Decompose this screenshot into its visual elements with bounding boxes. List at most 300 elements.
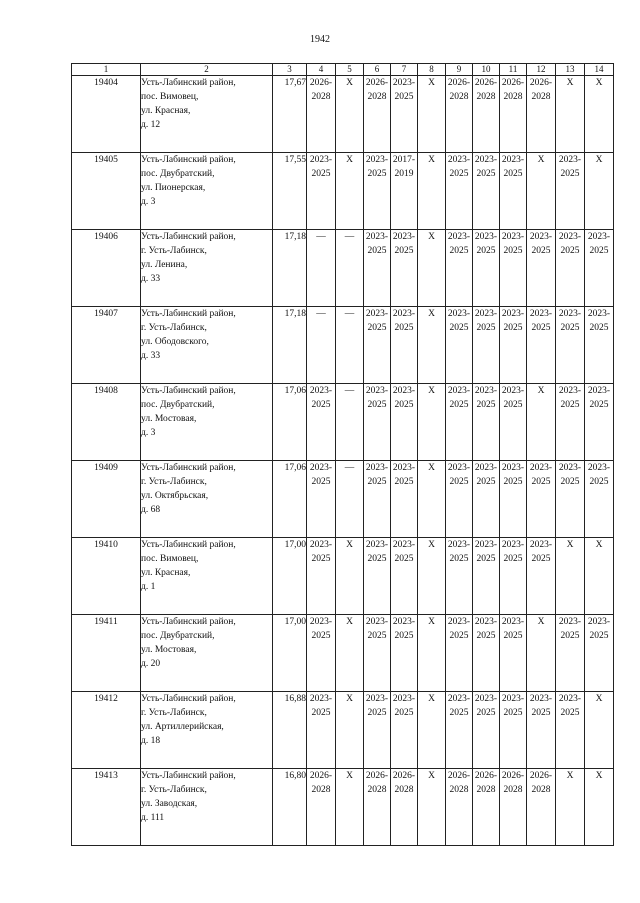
period-cell xyxy=(418,307,446,384)
period-text: — xyxy=(316,232,326,242)
col-header: 11 xyxy=(500,64,527,76)
period-text: 2023- xyxy=(392,386,416,396)
period-text: 2025 xyxy=(367,554,387,564)
period-text: 2025 xyxy=(589,477,609,487)
period-cell xyxy=(336,230,364,307)
area-cell: 16,80 xyxy=(273,769,307,846)
period-text: 2023- xyxy=(309,386,333,396)
period-cell xyxy=(446,615,473,692)
table-row xyxy=(72,692,614,769)
period-text: 2023- xyxy=(309,463,333,473)
period-cell xyxy=(364,461,391,538)
period-cell xyxy=(527,230,556,307)
table-row xyxy=(72,307,614,384)
address-line: д. 3 xyxy=(141,428,156,438)
period-cell xyxy=(527,692,556,769)
period-text: 2023- xyxy=(447,155,471,165)
table-row xyxy=(72,461,614,538)
period-text: 2025 xyxy=(560,246,580,256)
area-cell: 17,67 xyxy=(273,76,307,153)
period-cell xyxy=(527,76,556,153)
period-text: 2025 xyxy=(449,631,469,641)
period-text: X xyxy=(428,386,435,396)
period-cell xyxy=(364,538,391,615)
period-text: 2019 xyxy=(394,169,414,179)
period-text: 2023- xyxy=(447,309,471,319)
address-line: Усть-Лабинский район, xyxy=(141,78,236,88)
period-text: 2028 xyxy=(367,785,387,795)
period-cell xyxy=(473,76,500,153)
period-cell xyxy=(391,769,418,846)
period-text: 2023- xyxy=(558,386,582,396)
period-text: 2025 xyxy=(531,708,551,718)
period-text: 2026- xyxy=(309,78,333,88)
period-cell xyxy=(585,461,614,538)
period-text: X xyxy=(595,78,603,88)
period-text: 2017- xyxy=(392,155,416,165)
row-number: 19409 xyxy=(72,461,141,538)
period-cell xyxy=(556,461,585,538)
period-text: 2023- xyxy=(558,155,582,165)
period-text: 2023- xyxy=(558,617,582,627)
period-text: X xyxy=(595,540,603,550)
period-text: 2025 xyxy=(449,554,469,564)
period-cell xyxy=(391,615,418,692)
row-number: 19413 xyxy=(72,769,141,846)
address-line: пос. Вимовец, xyxy=(141,92,199,102)
address-line: пос. Двубратский, xyxy=(141,631,215,641)
address-line: ул. Октябрьская, xyxy=(141,491,209,501)
col-header: 1 xyxy=(72,64,141,76)
period-text: 2026- xyxy=(529,78,553,88)
period-text: 2025 xyxy=(476,400,496,410)
period-cell xyxy=(418,461,446,538)
period-cell xyxy=(500,153,527,230)
period-cell xyxy=(307,230,336,307)
col-header: 13 xyxy=(556,64,585,76)
period-text: 2023- xyxy=(365,309,389,319)
col-header: 12 xyxy=(527,64,556,76)
period-text: 2025 xyxy=(367,477,387,487)
period-cell xyxy=(446,230,473,307)
housing-registry-table xyxy=(71,63,614,846)
address-line: Усть-Лабинский район, xyxy=(141,309,236,319)
period-text: — xyxy=(344,386,355,396)
address-line: д. 12 xyxy=(141,120,161,130)
period-cell xyxy=(556,769,585,846)
address-cell xyxy=(141,538,273,615)
period-text: 2025 xyxy=(560,631,580,641)
period-text: 2026- xyxy=(365,78,389,88)
period-cell xyxy=(336,384,364,461)
period-cell xyxy=(556,538,585,615)
address-line: г. Усть-Лабинск, xyxy=(141,785,207,795)
period-text: 2023- xyxy=(501,694,525,704)
period-cell xyxy=(473,615,500,692)
address-line: д. 20 xyxy=(141,659,161,669)
period-text: 2028 xyxy=(449,92,469,102)
period-text: 2023- xyxy=(392,232,416,242)
address-line: д. 18 xyxy=(141,736,161,746)
period-cell xyxy=(364,615,391,692)
period-text: 2023- xyxy=(392,78,416,88)
period-cell xyxy=(307,461,336,538)
period-text: X xyxy=(428,78,435,88)
address-line: г. Усть-Лабинск, xyxy=(141,323,207,333)
period-cell xyxy=(473,230,500,307)
period-cell xyxy=(527,307,556,384)
period-text: 2028 xyxy=(311,785,331,795)
period-text: 2028 xyxy=(476,92,496,102)
period-cell xyxy=(391,461,418,538)
period-text: 2026- xyxy=(474,771,498,781)
period-text: 2025 xyxy=(560,323,580,333)
period-cell xyxy=(500,76,527,153)
address-cell xyxy=(141,692,273,769)
period-text: 2026- xyxy=(529,771,553,781)
period-text: 2025 xyxy=(589,631,609,641)
row-number: 19408 xyxy=(72,384,141,461)
period-text: 2025 xyxy=(589,246,609,256)
table-row xyxy=(72,769,614,846)
period-cell xyxy=(364,153,391,230)
period-text: 2023- xyxy=(365,540,389,550)
period-cell xyxy=(473,384,500,461)
period-text: 2023- xyxy=(587,463,611,473)
period-text: 2025 xyxy=(449,477,469,487)
period-text: X xyxy=(428,463,435,473)
period-cell xyxy=(556,230,585,307)
col-header: 6 xyxy=(364,64,391,76)
period-cell xyxy=(307,384,336,461)
area-cell: 17,00 xyxy=(273,615,307,692)
period-cell xyxy=(446,307,473,384)
period-text: 2028 xyxy=(394,785,414,795)
period-text: 2025 xyxy=(560,169,580,179)
period-text: X xyxy=(428,309,435,319)
period-cell xyxy=(446,461,473,538)
period-text: 2023- xyxy=(587,309,611,319)
period-cell xyxy=(364,692,391,769)
address-line: пос. Двубратский, xyxy=(141,169,215,179)
period-text: 2023- xyxy=(529,463,553,473)
period-text: 2023- xyxy=(392,540,416,550)
period-text: 2023- xyxy=(558,232,582,242)
period-text: 2023- xyxy=(558,694,582,704)
period-text: 2026- xyxy=(501,78,525,88)
period-cell xyxy=(307,153,336,230)
period-cell xyxy=(473,461,500,538)
period-text: 2025 xyxy=(394,554,414,564)
col-header: 14 xyxy=(585,64,614,76)
period-text: 2025 xyxy=(503,631,523,641)
period-text: X xyxy=(346,155,353,165)
period-text: X xyxy=(346,771,353,781)
address-line: д. 111 xyxy=(141,813,165,823)
area-cell: 17,06 xyxy=(273,384,307,461)
period-text: 2023- xyxy=(392,694,416,704)
period-cell xyxy=(336,307,364,384)
period-cell xyxy=(446,384,473,461)
period-text: 2025 xyxy=(560,708,580,718)
period-cell xyxy=(364,230,391,307)
period-text: 2023- xyxy=(447,617,471,627)
period-text: 2023- xyxy=(447,694,471,704)
period-text: 2023- xyxy=(474,694,498,704)
period-text: 2023- xyxy=(392,617,416,627)
period-cell xyxy=(556,615,585,692)
period-cell xyxy=(391,384,418,461)
header-row xyxy=(72,64,614,76)
address-line: д. 3 xyxy=(141,197,156,207)
col-header: 9 xyxy=(446,64,473,76)
period-cell xyxy=(527,153,556,230)
address-cell xyxy=(141,153,273,230)
period-cell xyxy=(418,615,446,692)
period-cell xyxy=(473,307,500,384)
period-cell xyxy=(556,76,585,153)
address-line: г. Усть-Лабинск, xyxy=(141,477,207,487)
period-text: 2023- xyxy=(474,309,498,319)
period-text: 2028 xyxy=(449,785,469,795)
period-cell xyxy=(336,538,364,615)
period-text: X xyxy=(428,155,435,165)
period-text: 2025 xyxy=(531,323,551,333)
period-cell xyxy=(473,153,500,230)
period-cell xyxy=(473,692,500,769)
period-text: X xyxy=(428,617,435,627)
period-cell xyxy=(500,615,527,692)
period-cell xyxy=(500,230,527,307)
period-text: 2023- xyxy=(309,617,333,627)
address-line: д. 68 xyxy=(141,505,161,515)
period-text: X xyxy=(346,617,353,627)
period-cell xyxy=(585,615,614,692)
period-cell xyxy=(364,307,391,384)
period-cell xyxy=(336,615,364,692)
period-text: 2025 xyxy=(476,631,496,641)
period-cell xyxy=(527,461,556,538)
period-text: 2023- xyxy=(309,694,333,704)
period-text: — xyxy=(344,463,355,473)
period-text: 2023- xyxy=(529,309,553,319)
period-text: 2028 xyxy=(311,92,331,102)
period-cell xyxy=(585,76,614,153)
period-text: X xyxy=(566,540,574,550)
period-cell xyxy=(391,153,418,230)
period-text: 2026- xyxy=(447,78,471,88)
period-cell xyxy=(556,153,585,230)
period-text: 2025 xyxy=(394,323,414,333)
address-line: Усть-Лабинский район, xyxy=(141,771,236,781)
period-text: 2023- xyxy=(501,155,525,165)
period-text: — xyxy=(344,232,355,242)
period-cell xyxy=(473,538,500,615)
period-cell xyxy=(585,538,614,615)
period-text: 2023- xyxy=(501,540,525,550)
period-text: 2025 xyxy=(560,477,580,487)
period-text: — xyxy=(344,309,355,319)
period-text: 2023- xyxy=(501,463,525,473)
period-cell xyxy=(336,461,364,538)
period-text: 2025 xyxy=(311,400,331,410)
period-cell xyxy=(418,692,446,769)
period-cell xyxy=(446,76,473,153)
period-cell xyxy=(585,230,614,307)
row-number: 19410 xyxy=(72,538,141,615)
address-line: Усть-Лабинский район, xyxy=(141,155,236,165)
period-text: 2025 xyxy=(476,708,496,718)
row-number: 19407 xyxy=(72,307,141,384)
col-header: 3 xyxy=(273,64,307,76)
period-cell xyxy=(585,769,614,846)
period-text: X xyxy=(566,771,574,781)
period-text: 2025 xyxy=(449,246,469,256)
period-cell xyxy=(527,384,556,461)
col-header: 4 xyxy=(307,64,336,76)
period-cell xyxy=(500,692,527,769)
period-cell xyxy=(446,153,473,230)
period-cell xyxy=(418,769,446,846)
period-text: X xyxy=(537,155,545,165)
period-cell xyxy=(527,769,556,846)
period-text: 2023- xyxy=(392,309,416,319)
col-header: 8 xyxy=(418,64,446,76)
period-text: 2025 xyxy=(311,477,331,487)
period-text: X xyxy=(537,386,545,396)
address-line: д. 33 xyxy=(141,274,161,284)
period-cell xyxy=(418,76,446,153)
address-line: Усть-Лабинский район, xyxy=(141,386,236,396)
period-cell xyxy=(446,538,473,615)
period-text: X xyxy=(428,694,435,704)
address-line: д. 33 xyxy=(141,351,161,361)
area-cell: 16,88 xyxy=(273,692,307,769)
period-text: 2025 xyxy=(503,169,523,179)
table-body xyxy=(72,76,614,846)
period-text: 2025 xyxy=(589,400,609,410)
address-line: пос. Двубратский, xyxy=(141,400,215,410)
address-line: пос. Вимовец, xyxy=(141,554,199,564)
period-text: 2026- xyxy=(392,771,416,781)
period-text: 2028 xyxy=(531,92,551,102)
address-cell xyxy=(141,76,273,153)
period-cell xyxy=(336,692,364,769)
period-text: 2023- xyxy=(501,309,525,319)
period-cell xyxy=(391,76,418,153)
period-text: X xyxy=(428,232,435,242)
address-line: ул. Заводская, xyxy=(141,799,198,809)
period-cell xyxy=(500,769,527,846)
period-text: 2025 xyxy=(503,323,523,333)
period-text: 2025 xyxy=(367,400,387,410)
row-number: 19404 xyxy=(72,76,141,153)
period-cell xyxy=(585,307,614,384)
period-text: 2025 xyxy=(311,169,331,179)
period-text: 2025 xyxy=(476,323,496,333)
period-text: 2025 xyxy=(394,477,414,487)
period-text: 2025 xyxy=(531,477,551,487)
period-text: 2023- xyxy=(558,309,582,319)
period-text: 2023- xyxy=(587,386,611,396)
period-text: 2023- xyxy=(392,463,416,473)
row-number: 19411 xyxy=(72,615,141,692)
period-text: X xyxy=(346,540,353,550)
table-row xyxy=(72,384,614,461)
address-line: Усть-Лабинский район, xyxy=(141,232,236,242)
period-cell xyxy=(500,307,527,384)
period-text: X xyxy=(428,771,435,781)
period-text: 2028 xyxy=(503,92,523,102)
period-cell xyxy=(364,76,391,153)
period-cell xyxy=(418,538,446,615)
period-text: 2023- xyxy=(529,232,553,242)
period-text: 2025 xyxy=(394,631,414,641)
period-text: 2025 xyxy=(394,92,414,102)
period-text: 2025 xyxy=(367,631,387,641)
period-cell xyxy=(418,384,446,461)
period-cell xyxy=(364,384,391,461)
period-text: 2025 xyxy=(560,400,580,410)
period-text: 2028 xyxy=(503,785,523,795)
period-cell xyxy=(473,769,500,846)
page-number: 1942 xyxy=(310,34,330,45)
period-text: 2023- xyxy=(309,155,333,165)
period-text: 2023- xyxy=(447,463,471,473)
period-text: 2023- xyxy=(447,232,471,242)
period-text: 2025 xyxy=(311,631,331,641)
period-text: 2023- xyxy=(474,155,498,165)
period-text: 2025 xyxy=(476,246,496,256)
period-text: 2025 xyxy=(476,554,496,564)
period-text: 2023- xyxy=(365,694,389,704)
period-text: 2026- xyxy=(365,771,389,781)
period-text: 2025 xyxy=(503,554,523,564)
period-cell xyxy=(585,153,614,230)
period-cell xyxy=(585,692,614,769)
col-header: 5 xyxy=(336,64,364,76)
period-cell xyxy=(556,692,585,769)
period-cell xyxy=(307,615,336,692)
period-cell xyxy=(336,153,364,230)
area-cell: 17,06 xyxy=(273,461,307,538)
period-text: 2023- xyxy=(529,694,553,704)
period-text: 2028 xyxy=(531,785,551,795)
period-text: 2025 xyxy=(449,708,469,718)
period-text: 2023- xyxy=(501,617,525,627)
period-text: 2023- xyxy=(365,232,389,242)
period-cell xyxy=(391,230,418,307)
period-text: 2025 xyxy=(503,708,523,718)
period-text: 2023- xyxy=(365,155,389,165)
period-text: X xyxy=(595,155,603,165)
table-row xyxy=(72,538,614,615)
address-line: ул. Пионерская, xyxy=(141,183,206,193)
period-text: 2023- xyxy=(558,463,582,473)
period-text: 2023- xyxy=(474,232,498,242)
period-cell xyxy=(364,769,391,846)
period-text: 2025 xyxy=(367,246,387,256)
period-text: 2025 xyxy=(311,708,331,718)
period-cell xyxy=(418,230,446,307)
period-text: 2023- xyxy=(309,540,333,550)
period-text: 2025 xyxy=(476,169,496,179)
address-cell xyxy=(141,230,273,307)
period-cell xyxy=(307,769,336,846)
address-line: ул. Красная, xyxy=(141,106,191,116)
period-text: 2025 xyxy=(311,554,331,564)
period-text: 2028 xyxy=(367,92,387,102)
